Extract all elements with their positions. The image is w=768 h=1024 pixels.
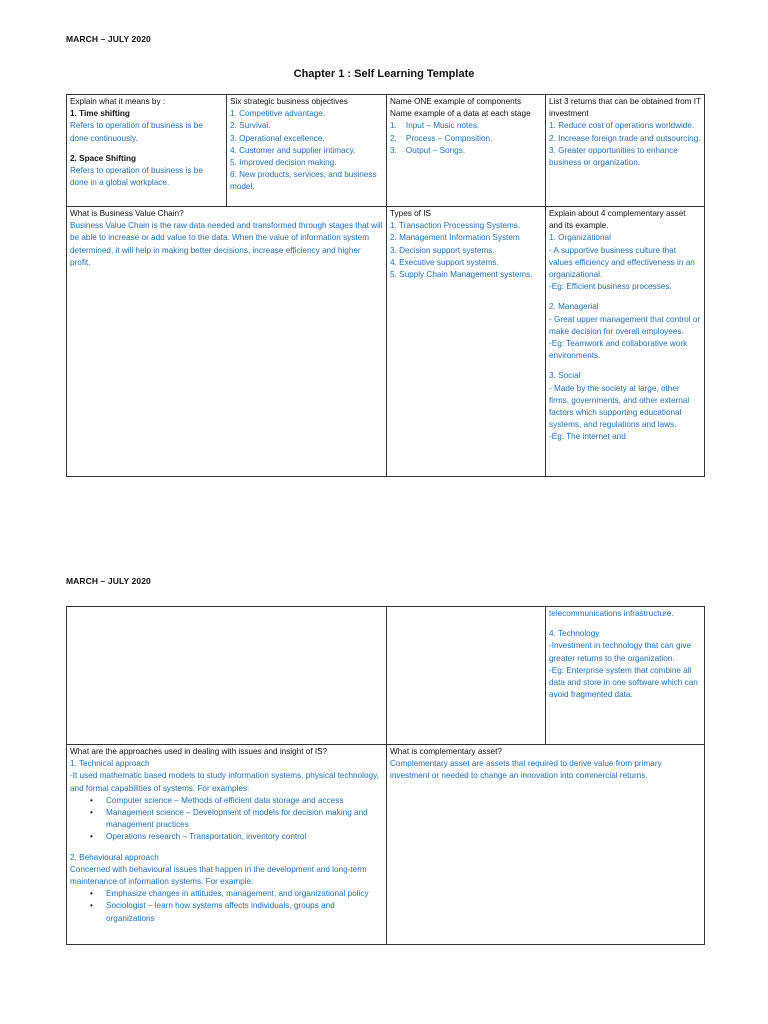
template-table-1 [66,94,705,477]
list-item: • Emphasize changes in attitudes, management, and organizational policy [106,888,383,900]
cell-strategic-objectives: Six strategic business objectives 1. Competitive advantage. 2. Survival. 3. Operational excellence. 4. Customer and supplier intimacy. 5. Improved decision making. 6. New products, services, and business model. [227,95,387,207]
page-header: MARCH – JULY 2020 [66,34,151,44]
cell-business-value-chain: What is Business Value Chain? Business Value Chain is the raw data needed and transformed through stages that will be able to increase or add value to the data. When the value of information system determined, it will help in making better decisions, increase efficiency and higher profit. [67,207,387,477]
page-header: MARCH – JULY 2020 [66,576,151,586]
list-item: • Sociologist – learn how systems affects individuals, groups and organizations [106,900,383,924]
list-item: • Computer science – Methods of efficient data storage and access [106,795,383,807]
cell-it-returns: List 3 returns that can be obtained from IT investment 1. Reduce cost of operations worldwide. 2. Increase foreign trade and outsourcing. 3. Greater opportunities to enhance business or organization. [546,95,705,207]
cell-time-space-shifting: Explain what it means by : 1. Time shifting Refers to operation of business is be done continuously. 2. Space Shifting Refers to operation of business is be done in a global workplace. [67,95,227,207]
cell-empty [67,607,387,745]
cell-technology-asset: telecommunications infrastructure. 4. Technology -Investment in technology that can give greater returns to the organization. -Eg: Enterprise system that combine all data and store in one software which can avoid fragmented data. [546,607,705,745]
cell-components: Name ONE example of components Name example of a data at each stage 1. Input – Music notes. 2. Process – Composition. 3. Output – Songs. [387,95,546,207]
list-item: • Management science – Development of models for decision making and management practices [106,807,383,831]
cell-types-of-is: Types of IS 1. Transaction Processing Systems. 2. Management Information System 3. Decision support systems. 4. Executive support systems. 5. Supply Chain Management systems. [387,207,546,477]
cell-complementary-assets: Explain about 4 complementary asset and its example. 1. Organizational - A supportive business culture that values efficiency and effectiveness in an organizational. -Eg: Efficient business processes. 2. Managerial - Great upper management that control or make decision for overall employees. -Eg: Teamwork and collaborative work environments. 3. Social - Made by the society at large, other firms, governments, and other external factors which supporting educational systems, and regulations and laws. -Eg: The internet and [546,207,705,477]
list-item: • Operations research – Transportation, inventory control [106,831,383,843]
template-table-2 [66,606,705,945]
cell-empty [387,607,546,745]
page-title: Chapter 1 : Self Learning Template [293,68,475,80]
cell-complementary-asset-definition: What is complementary asset? Complementary asset are assets that required to derive value from primary investment or needed to change an innovation into commercial returns. [387,745,705,945]
cell-approaches: What are the approaches used in dealing with issues and insight of IS? 1. Technical approach -It used mathematic based models to study information systems, physical technology, and formal capabilities of systems. For examples: • Computer science – Methods of efficient data storage and access • Management science – Development of models for decision making and management practices • Operations research – Transportation, inventory control 2. Behavioural approach Concerned with behavioural issues that happen in the development and long-term maintenance of information systems. For example: • Emphasize changes in attitudes, management, and organizational policy • Sociologist – learn how systems affects individuals, groups and organizations [67,745,387,945]
